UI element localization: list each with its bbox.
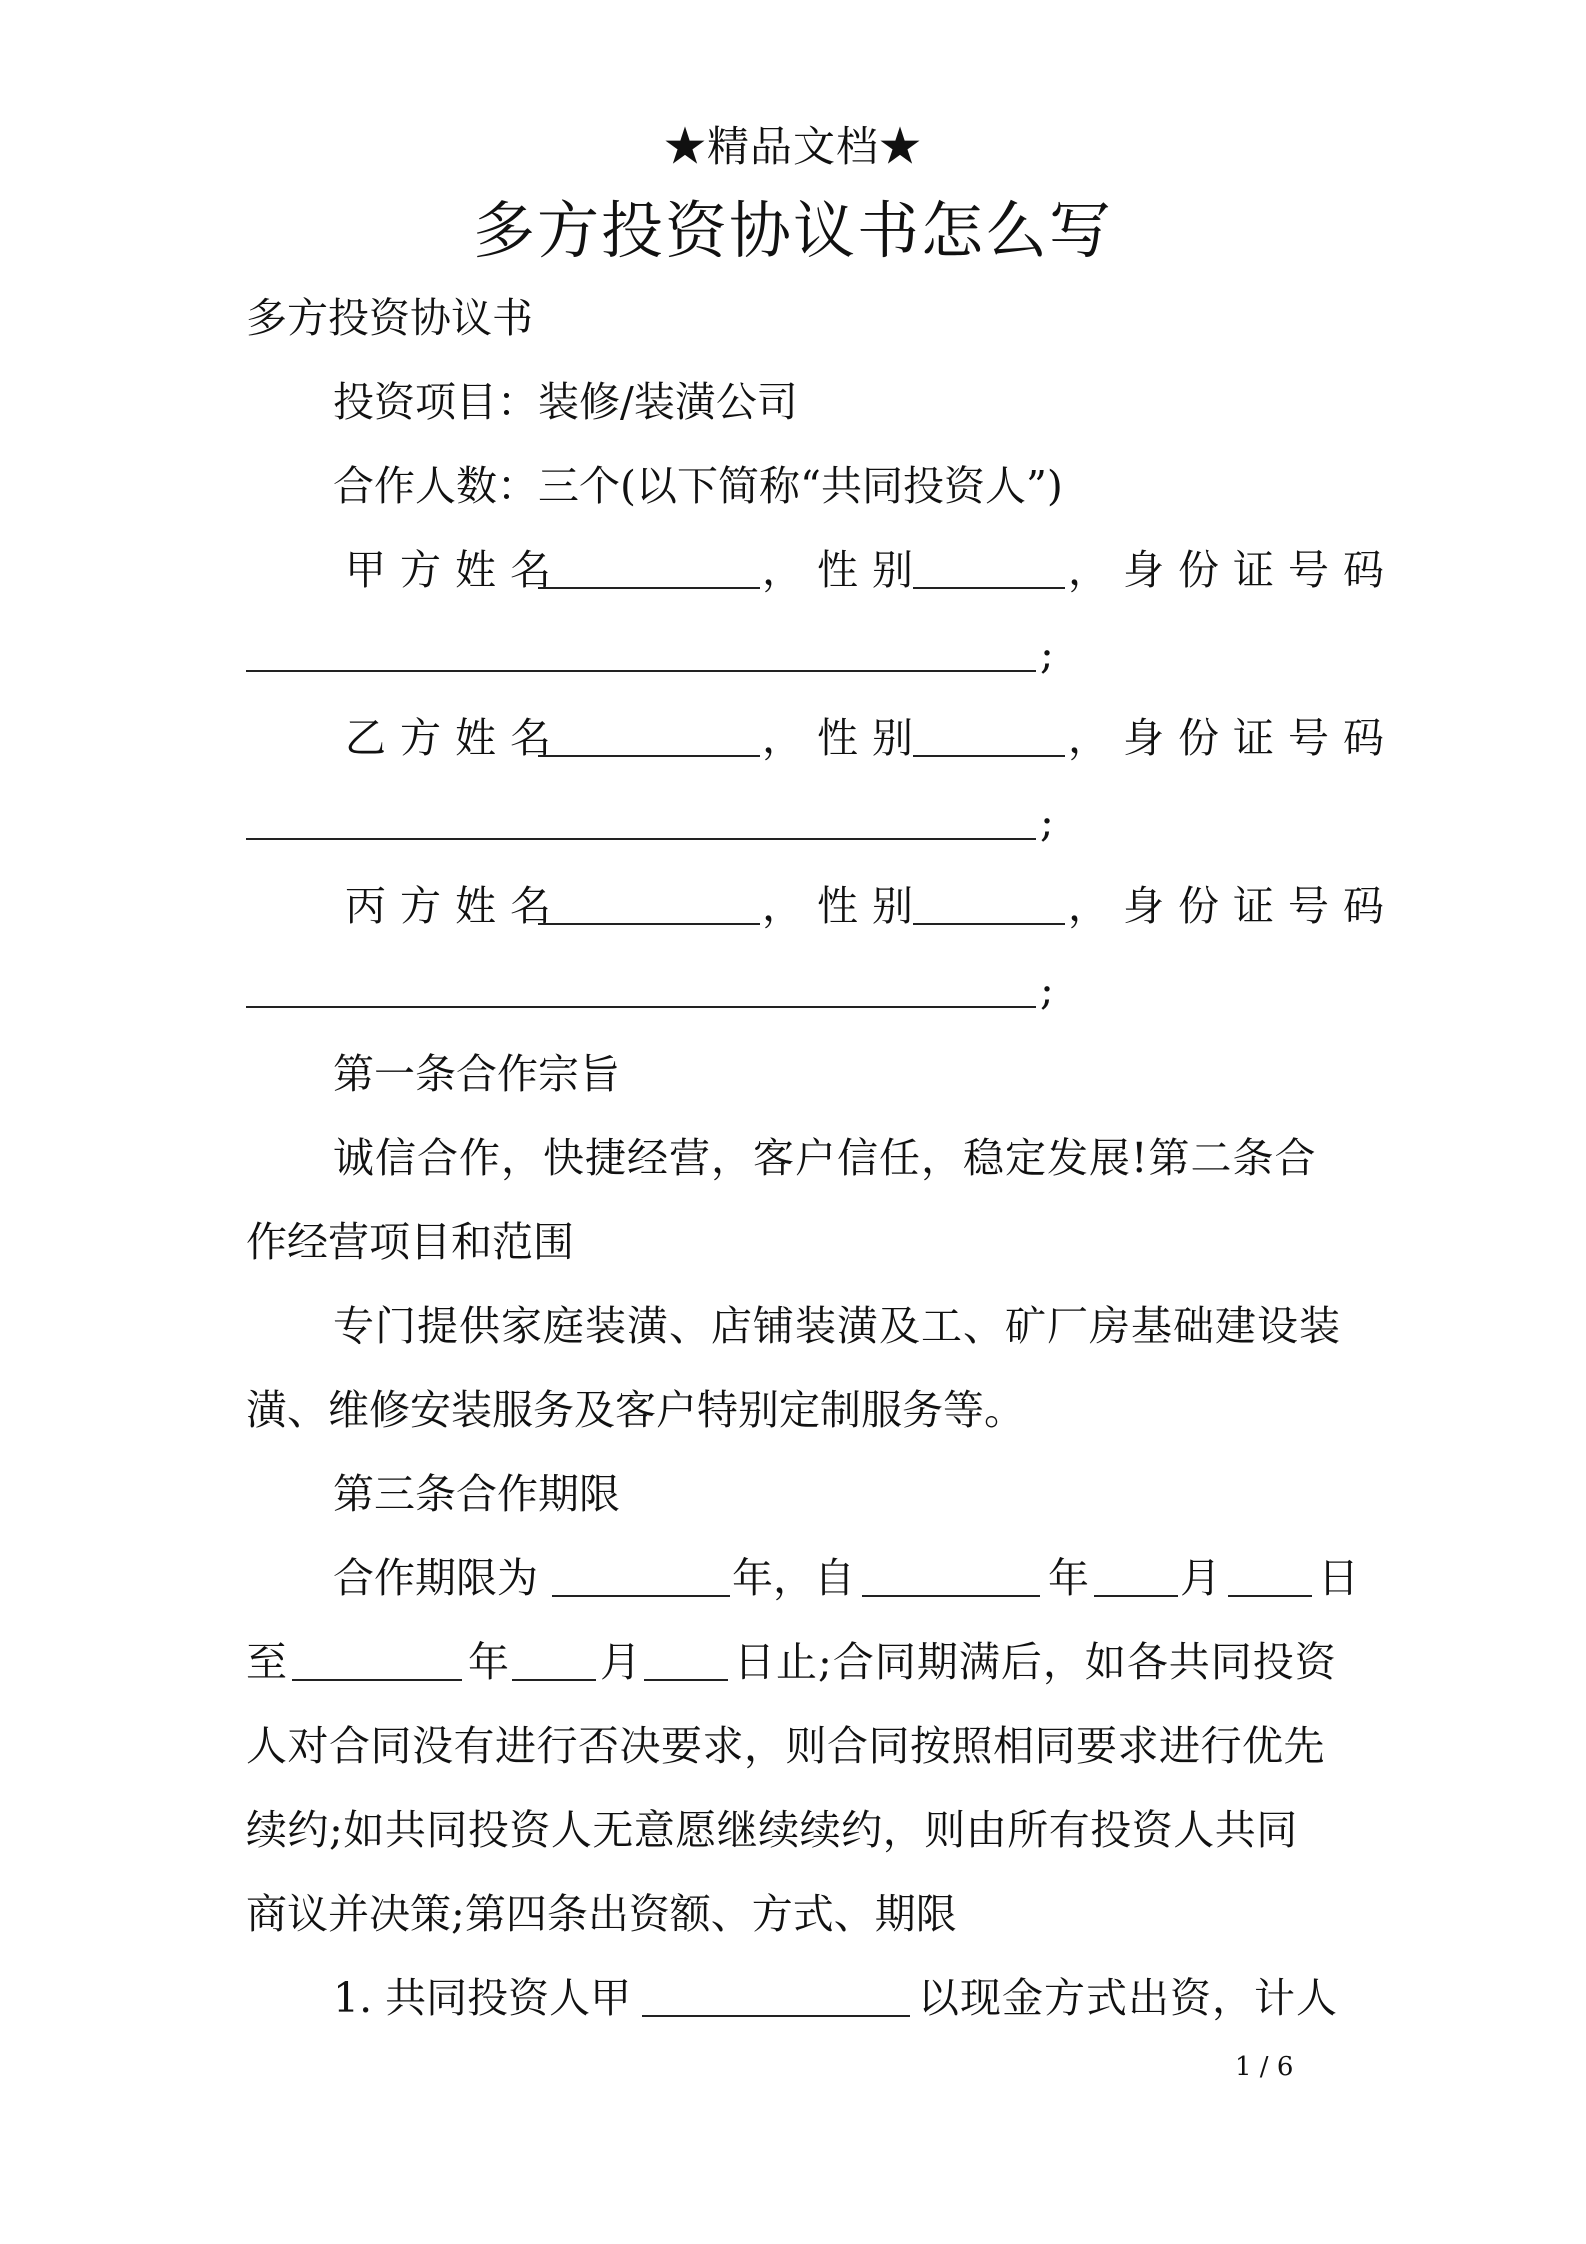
- party-a-name-blank: [538, 587, 760, 589]
- term-to-label: 至: [246, 1638, 287, 1686]
- party-a-gender-blank: [913, 587, 1065, 589]
- party-b-gender-label: ，性别: [762, 714, 927, 762]
- party-c-label: 丙方姓名: [345, 882, 565, 930]
- term-years-blank: [552, 1595, 730, 1597]
- term-line-5: 商议并决策;第四条出资额、方式、期限: [246, 1890, 957, 1938]
- term-end-month-blank: [512, 1679, 596, 1681]
- party-b-gender-blank: [913, 755, 1065, 757]
- page-number: 1 / 6: [1235, 2052, 1294, 2082]
- party-a-label: 甲方姓名: [345, 546, 565, 594]
- party-c-semicolon: ;: [1040, 966, 1054, 1014]
- party-c-gender-blank: [913, 923, 1065, 925]
- partners-line: 合作人数：三个(以下简称“共同投资人”): [333, 462, 1063, 510]
- party-c-gender-label: ，性别: [762, 882, 927, 930]
- term-start-year-label: 年: [1048, 1554, 1089, 1602]
- term-prefix: 合作期限为: [333, 1554, 538, 1602]
- term-end-year-label: 年: [468, 1638, 509, 1686]
- party-c-name-blank: [538, 923, 760, 925]
- article-1-body-line-2: 作经营项目和范围: [246, 1218, 574, 1266]
- article-1-title: 第一条合作宗旨: [333, 1050, 620, 1098]
- article-3-title: 第三条合作期限: [333, 1470, 620, 1518]
- doc-subtitle: 多方投资协议书: [246, 294, 533, 342]
- party-b-semicolon: ;: [1040, 798, 1054, 846]
- term-end-day-blank: [644, 1679, 728, 1681]
- term-end-text: 日止;合同期满后，如各共同投资: [734, 1638, 1337, 1686]
- term-start-year-blank: [862, 1595, 1040, 1597]
- banner-header: ★精品文档★: [663, 122, 922, 171]
- party-b-label: 乙方姓名: [345, 714, 565, 762]
- term-start-month-blank: [1094, 1595, 1178, 1597]
- article-2-body-line-2: 潢、维修安装服务及客户特别定制服务等。: [246, 1386, 1025, 1434]
- item-1-prefix: 1. 共同投资人甲: [333, 1974, 632, 2022]
- party-a-semicolon: ;: [1040, 630, 1054, 678]
- party-b-id-blank: [246, 838, 1036, 840]
- party-a-id-label: ，身份证号码: [1068, 546, 1398, 594]
- party-a-gender-label: ，性别: [762, 546, 927, 594]
- item-1-suffix: 以现金方式出资，计人: [918, 1974, 1338, 2022]
- term-start-day-label: 日: [1318, 1554, 1359, 1602]
- party-b-id-label: ，身份证号码: [1068, 714, 1398, 762]
- term-start-month-label: 月: [1180, 1554, 1221, 1602]
- article-2-body-line-1: 专门提供家庭装潢、店铺装潢及工、矿厂房基础建设装: [333, 1302, 1341, 1350]
- term-from-label: 年，自: [732, 1554, 855, 1602]
- term-end-month-label: 月: [600, 1638, 641, 1686]
- term-line-4: 续约;如共同投资人无意愿继续续约，则由所有投资人共同: [246, 1806, 1298, 1854]
- term-line-3: 人对合同没有进行否决要求，则合同按照相同要求进行优先: [246, 1722, 1325, 1770]
- project-line: 投资项目：装修/装潢公司: [333, 378, 798, 426]
- party-c-id-label: ，身份证号码: [1068, 882, 1398, 930]
- page-title: 多方投资协议书怎么写: [472, 194, 1113, 267]
- party-c-id-blank: [246, 1006, 1036, 1008]
- party-a-id-blank: [246, 670, 1036, 672]
- item-1-blank: [642, 2015, 910, 2017]
- party-b-name-blank: [538, 755, 760, 757]
- term-end-year-blank: [292, 1679, 462, 1681]
- article-1-body-line-1: 诚信合作，快捷经营，客户信任，稳定发展!第二条合: [333, 1134, 1317, 1182]
- term-start-day-blank: [1228, 1595, 1312, 1597]
